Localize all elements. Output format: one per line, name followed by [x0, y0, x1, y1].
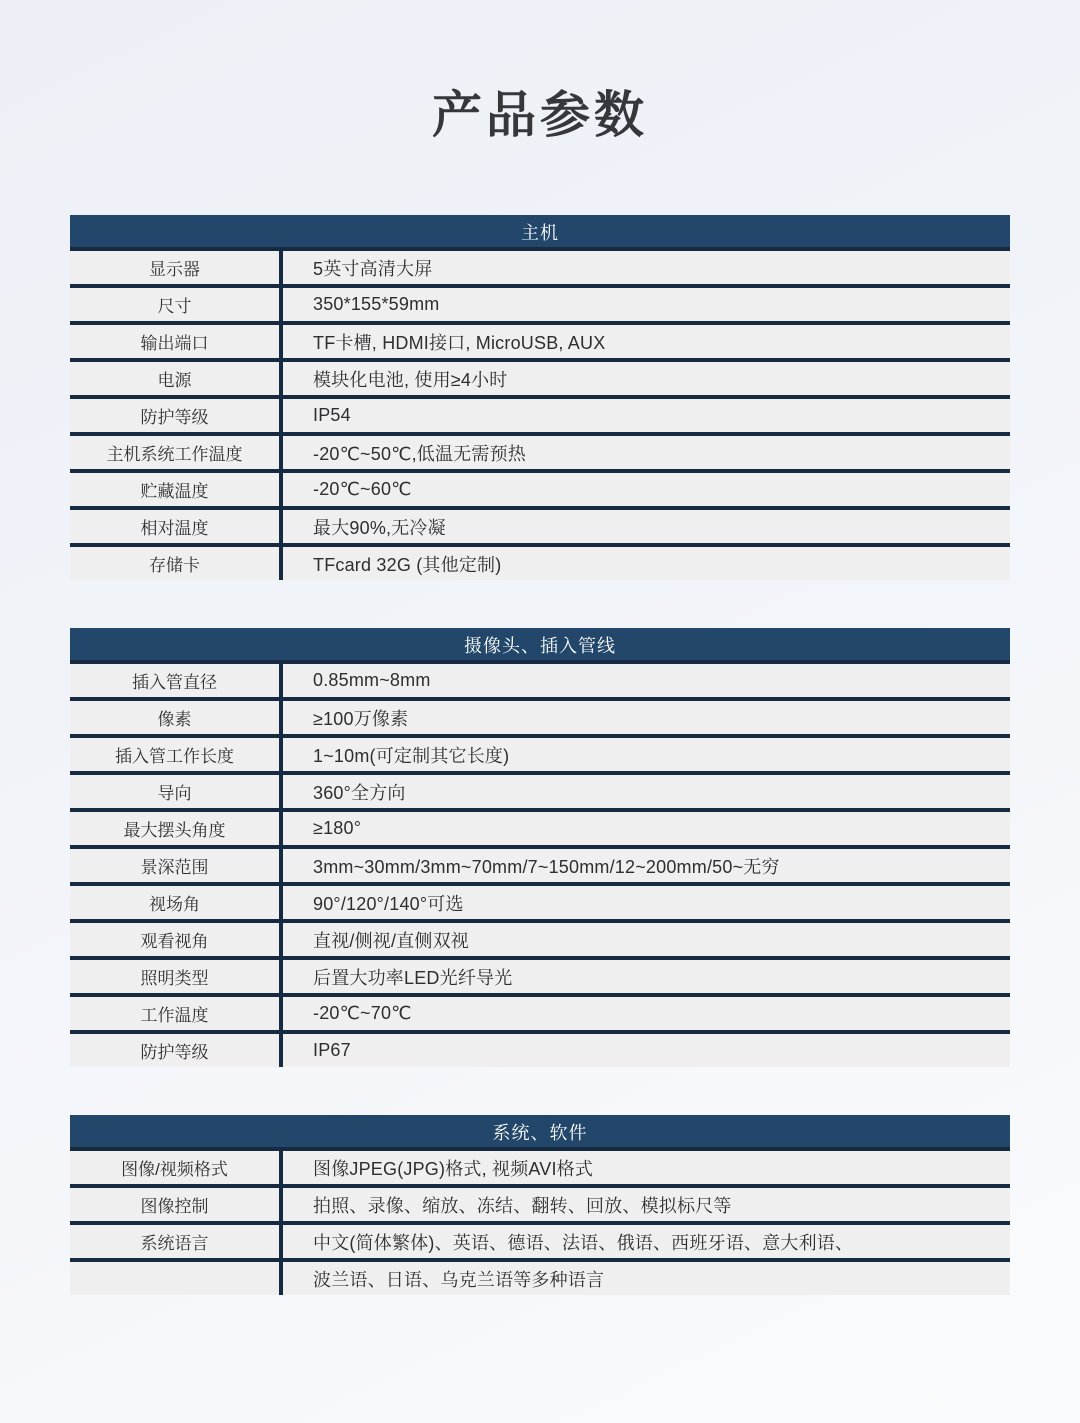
row-label: 导向 [70, 775, 283, 808]
table-row [70, 288, 1010, 325]
spec-table-0 [70, 215, 1010, 580]
row-label: 插入管工作长度 [70, 738, 283, 771]
table-row [70, 1262, 1010, 1295]
row-label: 输出端口 [70, 325, 283, 358]
row-label: 工作温度 [70, 997, 283, 1030]
table-row [70, 510, 1010, 547]
row-label: 图像控制 [70, 1188, 283, 1221]
row-value: ≥180° [313, 818, 362, 838]
table-header: 系统、软件 [70, 1115, 1010, 1151]
row-label: 电源 [70, 362, 283, 395]
page-title: 产品参数 [432, 87, 648, 143]
row-value: 360°全方向 [313, 782, 406, 803]
table-row [70, 1034, 1010, 1067]
row-label: 视场角 [70, 886, 283, 919]
table-row [70, 1225, 1010, 1262]
spec-tables-container [70, 215, 1010, 1295]
row-label: 图像/视频格式 [70, 1151, 283, 1184]
table-row [70, 325, 1010, 362]
row-label: 尺寸 [70, 288, 283, 321]
row-label: 防护等级 [70, 1034, 283, 1067]
table-row [70, 547, 1010, 580]
row-label: 观看视角 [70, 923, 283, 956]
row-value: 模块化电池, 使用≥4小时 [313, 369, 508, 390]
table-body [70, 1151, 1010, 1295]
row-value: IP67 [313, 1040, 351, 1060]
table-row [70, 399, 1010, 436]
row-label: 照明类型 [70, 960, 283, 993]
row-label: 存储卡 [70, 547, 283, 580]
table-body [70, 664, 1010, 1067]
table-header: 主机 [70, 215, 1010, 251]
row-value: 拍照、录像、缩放、冻结、翻转、回放、模拟标尺等 [313, 1195, 732, 1216]
table-body [70, 251, 1010, 580]
row-value: 最大90%,无冷凝 [313, 517, 446, 538]
table-row [70, 923, 1010, 960]
table-row [70, 1188, 1010, 1225]
row-value: IP54 [313, 405, 351, 425]
row-label: 显示器 [70, 251, 283, 284]
row-value: 350*155*59mm [313, 294, 440, 314]
row-value: 中文(简体繁体)、英语、德语、法语、俄语、西班牙语、意大利语、 [313, 1232, 854, 1253]
table-row [70, 701, 1010, 738]
table-row [70, 436, 1010, 473]
row-label: 插入管直径 [70, 664, 283, 697]
table-header: 摄像头、插入管线 [70, 628, 1010, 664]
row-value: TF卡槽, HDMI接口, MicroUSB, AUX [313, 332, 606, 353]
row-label: 相对温度 [70, 510, 283, 543]
spec-table-1 [70, 628, 1010, 1067]
row-value: 5英寸高清大屏 [313, 258, 433, 279]
row-value: -20℃~70℃ [313, 1003, 412, 1023]
table-row [70, 664, 1010, 701]
row-value: 后置大功率LED光纤导光 [313, 967, 513, 988]
row-value: 1~10m(可定制其它长度) [313, 745, 510, 766]
table-row [70, 775, 1010, 812]
row-label: 防护等级 [70, 399, 283, 432]
table-row [70, 812, 1010, 849]
table-row [70, 997, 1010, 1034]
row-value: ≥100万像素 [313, 708, 409, 729]
table-row [70, 738, 1010, 775]
row-label: 景深范围 [70, 849, 283, 882]
row-value: 图像JPEG(JPG)格式, 视频AVI格式 [313, 1158, 594, 1179]
table-row [70, 849, 1010, 886]
row-label: 像素 [70, 701, 283, 734]
row-value: 90°/120°/140°可选 [313, 893, 464, 914]
row-label: 贮藏温度 [70, 473, 283, 506]
row-value: -20℃~50℃,低温无需预热 [313, 443, 526, 464]
row-value: 3mm~30mm/3mm~70mm/7~150mm/12~200mm/50~无穷 [313, 856, 780, 877]
table-row [70, 362, 1010, 399]
table-row [70, 251, 1010, 288]
table-row [70, 473, 1010, 510]
row-value: TFcard 32G (其他定制) [313, 554, 502, 575]
row-value: 波兰语、日语、乌克兰语等多种语言 [313, 1269, 605, 1290]
row-label: 最大摆头角度 [70, 812, 283, 845]
table-row [70, 886, 1010, 923]
row-value: 直视/侧视/直侧双视 [313, 930, 470, 951]
row-value: -20℃~60℃ [313, 479, 412, 499]
table-row [70, 1151, 1010, 1188]
row-label [70, 1262, 283, 1295]
row-value: 0.85mm~8mm [313, 670, 431, 690]
row-label: 系统语言 [70, 1225, 283, 1258]
spec-table-2 [70, 1115, 1010, 1295]
table-row [70, 960, 1010, 997]
row-label: 主机系统工作温度 [70, 436, 283, 469]
